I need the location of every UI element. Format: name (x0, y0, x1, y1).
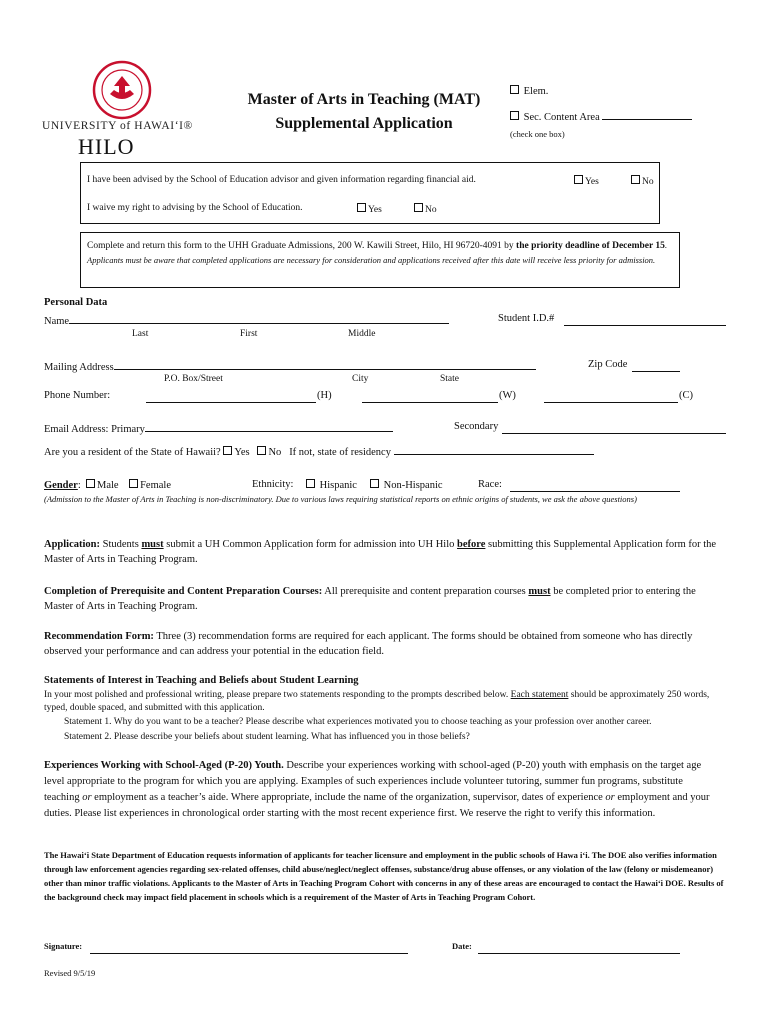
email-secondary-label: Secondary (454, 421, 499, 432)
statements-each: Each statement (510, 690, 569, 700)
ethnicity-label: Ethnicity: (252, 479, 294, 490)
zip-field[interactable] (632, 361, 680, 372)
q2-no-checkbox[interactable] (414, 203, 423, 212)
check-one-note: (check one box) (510, 129, 565, 139)
university-name: UNIVERSITY of HAWAIʻI® (42, 120, 193, 132)
q1-yes-checkbox[interactable] (574, 175, 583, 184)
mailing-field[interactable] (114, 359, 536, 370)
email-secondary-field[interactable] (502, 423, 726, 434)
non-hispanic-label: Non-Hispanic (383, 480, 443, 491)
notice-text-2: . Applicants must be aware that completed applications are necessary for consideration and applications received (87, 240, 668, 265)
name-label: Name (44, 316, 70, 327)
nondiscrimination-note: (Admission to the Master of Arts in Teaching is non-discriminatory. Due to various laws requiring statistical reports on ethnic origins of students, we ask the above questions) (44, 494, 637, 504)
email-primary-label: Email Address: Primary (44, 424, 145, 435)
hispanic-label: Hispanic (319, 480, 357, 491)
recommendation-label: Recommendation Form: (44, 631, 154, 642)
hispanic-option[interactable] (306, 479, 357, 491)
demographics-row: Gender: Male Female Ethnicity: Hispanic Non-Hispanic Race: (44, 479, 734, 491)
recommendation-text: Three (3) recommendation forms are required for each applicant. The forms should be obtained from someone who has directly observed your performance and can address your potential in the education field. (44, 631, 693, 657)
resident-yes-checkbox[interactable] (223, 446, 232, 455)
student-id-label: Student I.D.# (498, 313, 555, 324)
statements-heading: Statements of Interest in Teaching and Beliefs about Student Learning (44, 675, 359, 686)
hispanic-checkbox[interactable] (306, 479, 315, 488)
sec-checkbox[interactable] (510, 111, 519, 120)
application-text-2: submit a UH Common Application form for admission into UH Hilo (166, 539, 455, 550)
application-label: Application: (44, 539, 101, 550)
sec-label: Sec. Content Area (523, 112, 600, 123)
prereq-text-2: be completed prior to entering the Master of Arts in Teaching Program. (44, 586, 696, 612)
statements-text-1: In your most polished and professional writing, please prepare two statements responding to the prompts described below. (44, 690, 509, 700)
elem-label: Elem. (523, 86, 549, 97)
email-row (44, 421, 734, 435)
gender-label: Gender (44, 480, 78, 491)
notice-bold-1: the priority (516, 241, 563, 251)
residency-field[interactable] (394, 444, 594, 455)
advising-q2-no[interactable] (414, 203, 437, 215)
recommendation-paragraph (44, 629, 720, 659)
phone-cell-field[interactable] (544, 392, 678, 403)
advising-q1: I have been advised by the School of Education advisor and given information regarding financial aid. (87, 175, 476, 185)
title-line-2: Supplemental Application (275, 115, 453, 132)
application-must: must (141, 539, 164, 550)
statement-2: Statement 2. Please describe your beliefs about student learning. What has influenced you in those beliefs? (64, 732, 470, 742)
race-field[interactable] (510, 481, 680, 492)
male-checkbox[interactable] (86, 479, 95, 488)
phone-cell-label: (C) (679, 390, 693, 401)
advising-q1-yes[interactable] (574, 175, 599, 187)
advising-q2: I waive my right to advising by the School of Education. (87, 203, 303, 213)
state-label: State (440, 374, 459, 384)
middle-label: Middle (348, 329, 376, 339)
city-label: City (352, 374, 369, 384)
prereq-paragraph (44, 584, 720, 614)
phone-home-field[interactable] (146, 392, 316, 403)
university-logo (42, 58, 202, 158)
experience-or-1: or (82, 792, 92, 803)
q2-no-label: No (425, 205, 437, 215)
resident-row (44, 444, 734, 458)
email-primary-field[interactable] (145, 421, 393, 432)
revised-date: Revised 9/5/19 (44, 968, 96, 978)
advising-q1-no[interactable] (631, 175, 654, 187)
experience-text-2: employment as a teacher’s aide. Where appropriate, include the name of the organization, supervisor, dates of experience (94, 792, 603, 803)
resident-no-checkbox[interactable] (257, 446, 266, 455)
experience-paragraph (44, 758, 720, 822)
option-sec[interactable] (510, 109, 750, 123)
mailing-row (44, 359, 734, 373)
mailing-label: Mailing Address (44, 362, 114, 373)
student-id-field[interactable] (564, 315, 726, 326)
experience-text-1: Describe your experiences working with school-aged (P-20) youth with emphasis on the target age level appropriate to the program for which you are applying. Examples of such experiences include volunteer tutoring, summer fun programs, substitute teaching (44, 760, 702, 803)
notice-bold-2: deadline of December 15 (565, 241, 665, 251)
resident-no-label: No (268, 447, 282, 458)
name-row (44, 313, 734, 327)
phone-work-label: (W) (499, 390, 516, 401)
statements-text-2: should be approximately 250 words, typed, double spaced, and submitted with this application. (44, 690, 710, 713)
zip-label: Zip Code (588, 359, 628, 370)
prereq-text-1: All prerequisite and content preparation courses (324, 586, 526, 597)
date-label: Date: (452, 941, 472, 951)
female-label: Female (140, 480, 171, 491)
name-field[interactable] (69, 313, 449, 324)
race-label: Race: (478, 479, 502, 490)
q2-yes-checkbox[interactable] (357, 203, 366, 212)
statements-intro (44, 689, 724, 715)
option-elem[interactable] (510, 85, 750, 97)
q2-yes-label: Yes (368, 205, 382, 215)
last-label: Last (132, 329, 149, 339)
resident-question: Are you a resident of the State of Hawaii? (44, 447, 221, 458)
q1-no-checkbox[interactable] (631, 175, 640, 184)
university-seal-icon (92, 60, 152, 120)
elem-checkbox[interactable] (510, 85, 519, 94)
signature-label: Signature: (44, 941, 83, 951)
resident-yes-label: Yes (234, 447, 250, 458)
application-text-3: submitting this Supplemental Application form for the Master of Arts in Teaching Program. (44, 539, 717, 565)
statement-1: Statement 1. Why do you want to be a teacher? Please describe what experiences motivated you to choose teaching as your profession over another career. (64, 717, 652, 727)
content-area-field[interactable] (602, 109, 692, 120)
prereq-label: Completion of Prerequisite and Content Preparation Courses: (44, 586, 323, 597)
campus-name: HILO (78, 134, 135, 159)
title-line-1: Master of Arts in Teaching (MAT) (247, 91, 481, 108)
non-hispanic-checkbox[interactable] (370, 479, 379, 488)
signature-field[interactable] (90, 943, 408, 954)
phone-label: Phone Number: (44, 390, 111, 401)
female-checkbox[interactable] (129, 479, 138, 488)
application-paragraph (44, 537, 720, 567)
male-label: Male (97, 480, 119, 491)
notice-text-1: Complete and return this form to the UHH Graduate Admissions, 200 W. Kawili Street, Hilo, HI 96720-4091 by (87, 241, 514, 251)
experience-label: Experiences Working with School-Aged (P-20) Youth. (44, 760, 284, 771)
first-label: First (240, 329, 258, 339)
doe-paragraph: The Hawai‘i State Department of Education requests information of applicants for teacher licensure and employment in the public schools of Hawa i‘i. The DOE also verifies information through law enforcement agencies regarding sex-related offenses, child abuse/neglect/neglect offenses, substance/drug abuse offenses, or any violation of the law (felony or misdemeanor) other than minor traffic violations. Applicants to the Master of Arts in Teaching Program Cohort with concerns in any of these areas are encouraged to contact the Hawai‘i DOE. Results of the background check may impact field placement in schools which is a requirement of the Master of Arts in Teaching Program Cohort. (44, 850, 724, 902)
non-hispanic-option[interactable] (370, 479, 443, 491)
application-before: before (457, 539, 486, 550)
advising-box (80, 162, 660, 224)
q1-yes-label: Yes (585, 177, 599, 187)
personal-data-heading: Personal Data (44, 297, 108, 308)
date-field[interactable] (478, 943, 680, 954)
notice-text-3: after this date will receive less priority for admission. (473, 255, 656, 265)
advising-q2-yes[interactable] (357, 203, 382, 215)
po-box-label: P.O. Box/Street (164, 374, 223, 384)
experience-or-2: or (605, 792, 615, 803)
prereq-must: must (528, 586, 551, 597)
notice-box (80, 232, 680, 288)
phone-row (44, 390, 734, 401)
signature-row (44, 941, 734, 951)
experience-text-3: employment and your duties. Please list experiences in chronological order starting with the most recent experience first. We reserve the right to verify this information. (44, 792, 710, 819)
residency-label: If not, state of residency (289, 447, 391, 458)
application-text-1: Students (102, 539, 139, 550)
form-title (228, 88, 500, 136)
program-options (510, 85, 750, 139)
phone-home-label: (H) (317, 390, 332, 401)
phone-work-field[interactable] (362, 392, 498, 403)
q1-no-label: No (642, 177, 654, 187)
